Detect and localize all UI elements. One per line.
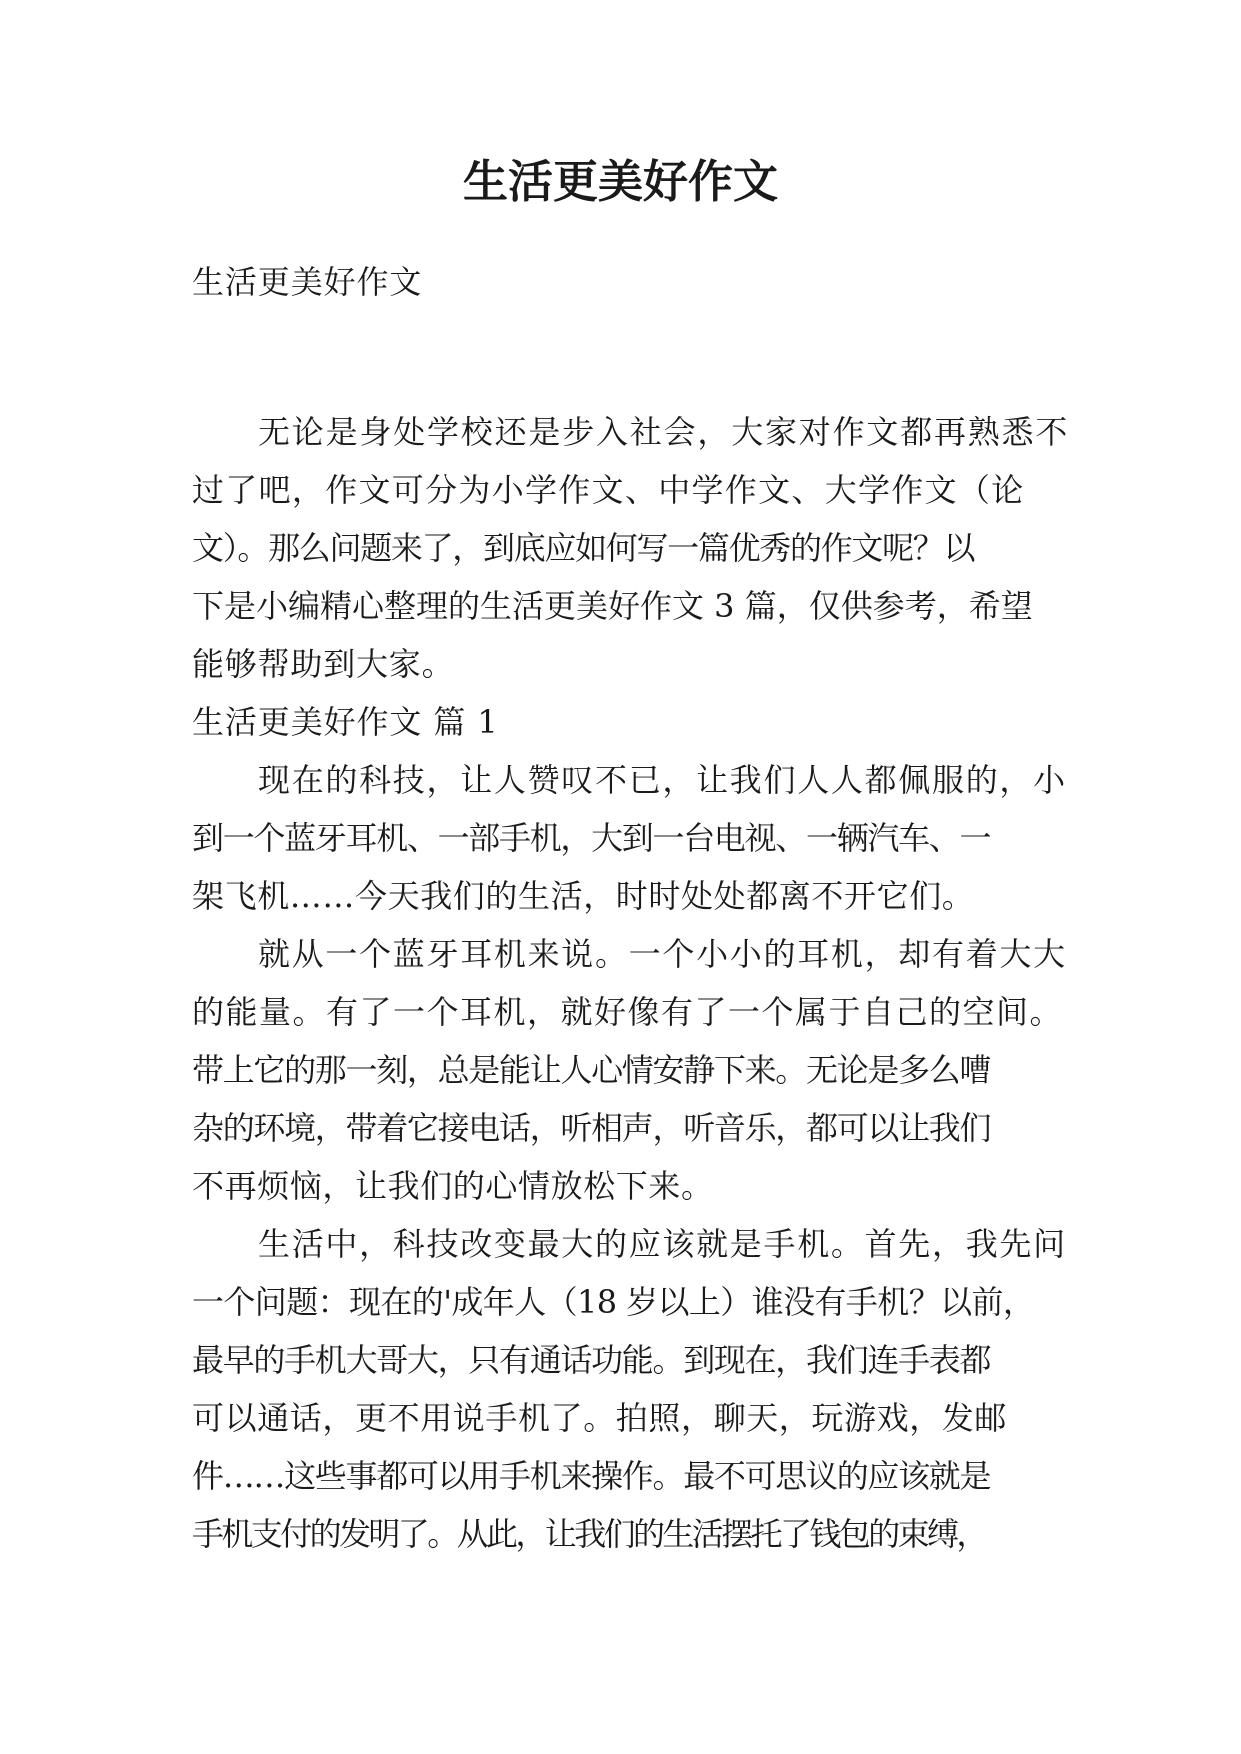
body-line: 生活中，科技改变最大的应该就是手机。首先，我先问: [258, 1225, 1067, 1263]
body-line: 下是小编精心整理的生活更美好作文 3 篇，仅供参考，希望: [192, 587, 1033, 625]
body-line: 不再烦恼，让我们的心情放松下来。: [192, 1167, 714, 1205]
body-line: 架飞机……今天我们的生活，时时处处都离不开它们。: [192, 877, 975, 915]
body-line: 件……这些事都可以用手机来操作。最不可思议的应该就是: [192, 1457, 991, 1495]
body-line: 的能量。有了一个耳机，就好像有了一个属于自己的空间。: [192, 993, 1064, 1031]
body-line: 手机支付的发明了。从此，让我们的生活摆托了钱包的束缚，: [192, 1515, 986, 1553]
section-heading: 生活更美好作文 篇 1: [192, 703, 499, 741]
body-line: 文）。那么问题来了，到底应如何写一篇优秀的作文呢？以: [192, 529, 975, 567]
document-title: 生活更美好作文: [462, 155, 778, 208]
body-line: 到一个蓝牙耳机、一部手机，大到一台电视、一辆汽车、一: [192, 819, 991, 857]
body-line: 最早的手机大哥大，只有通话功能。到现在，我们连手表都: [192, 1341, 991, 1379]
body-line: 一个问题：现在的'成年人（18 岁以上）谁没有手机？以前，: [192, 1283, 1035, 1321]
body-line: 杂的环境，带着它接电话，听相声，听音乐，都可以让我们: [192, 1109, 991, 1147]
body-line: 带上它的那一刻，总是能让人心情安静下来。无论是多么嘈: [192, 1051, 991, 1089]
body-line: 无论是身处学校还是步入社会，大家对作文都再熟悉不: [258, 413, 1070, 451]
body-subtitle: 生活更美好作文: [192, 263, 423, 301]
body-line: 现在的科技，让人赞叹不已，让我们人人都佩服的，小: [258, 761, 1067, 799]
body-line: 就从一个蓝牙耳机来说。一个小小的耳机，却有着大大: [258, 935, 1067, 973]
body-line: 可以通话，更不用说手机了。拍照，聊天，玩游戏，发邮: [192, 1399, 1008, 1437]
body-line: 能够帮助到大家。: [192, 645, 455, 683]
body-line: 过了吧，作文可分为小学作文、中学作文、大学作文（论: [192, 471, 1025, 509]
